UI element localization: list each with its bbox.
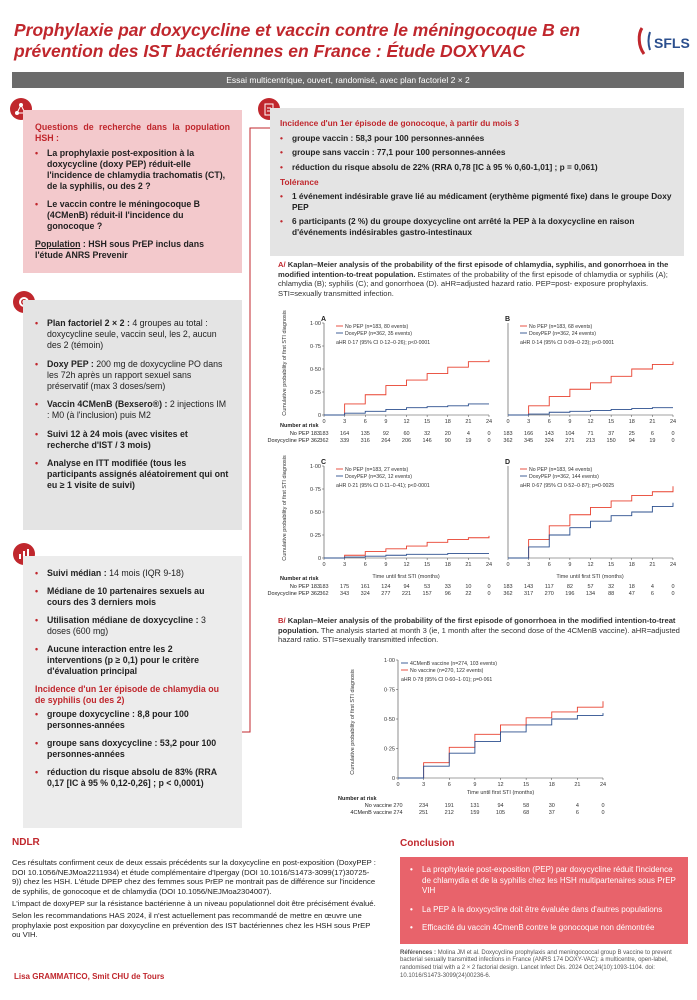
- risk-value: 183: [503, 431, 513, 437]
- questions-heading: Questions de recherche dans la population HSH :: [35, 122, 230, 143]
- legend-entry: No PEP (n=183, 94 events): [529, 467, 593, 473]
- risk-value: 88: [608, 591, 615, 597]
- x-tick-label: 3: [343, 419, 347, 425]
- y-tick-label: 0·25: [309, 390, 321, 396]
- gonorrhea-item: • groupe vaccin : 58,3 pour 100 personnes-années: [280, 133, 674, 144]
- risk-value: 32: [424, 431, 431, 437]
- risk-value: 96: [444, 591, 451, 597]
- risk-value: 234: [419, 803, 429, 809]
- chlamydia-item: • groupe sans doxycycline : 53,2 pour 100 personnes-années: [35, 738, 230, 760]
- questions-list: [35, 148, 230, 232]
- risk-value: 274: [393, 810, 403, 816]
- results-item: • Médiane de 10 partenaires sexuels au cours des 3 derniers mois: [35, 586, 230, 608]
- connector-line: [240, 120, 272, 740]
- x-tick-label: 18: [444, 419, 451, 425]
- y-tick-label: 0·50: [309, 510, 321, 516]
- risk-value: 271: [565, 438, 575, 444]
- risk-value: 166: [524, 431, 534, 437]
- x-tick-label: 15: [608, 419, 615, 425]
- x-tick-label: 12: [497, 782, 504, 788]
- risk-value: 4: [575, 803, 579, 809]
- risk-value: 362: [319, 591, 329, 597]
- risk-value: 134: [585, 591, 596, 597]
- risk-value: 94: [628, 438, 635, 444]
- risk-value: 30: [548, 803, 555, 809]
- x-tick-label: 21: [465, 419, 472, 425]
- figure-b-caption: B/ Kaplan–Meier analysis of the probability of the first episode of gonorrhoea in the modified intention-to-treat population. The analysis started at month 3 (ie, 1 month after the second dose of the 4CMenB vaccine). aHR=adjusted hazard ratio. STI=sexually transmitted infection.: [278, 616, 680, 645]
- risk-value: 161: [360, 584, 370, 590]
- risk-row-label: Doxycycline PEP 362: [267, 438, 320, 444]
- km-series-line: [508, 362, 673, 415]
- y-tick-label: 0·75: [309, 487, 321, 493]
- tolerance-heading: Tolérance: [280, 177, 319, 188]
- x-tick-label: 0: [396, 782, 400, 788]
- x-tick-label: 12: [587, 419, 594, 425]
- x-tick-label: 9: [384, 419, 388, 425]
- risk-value: 343: [340, 591, 350, 597]
- risk-value: 196: [565, 591, 575, 597]
- x-tick-label: 6: [547, 562, 551, 568]
- risk-value: 221: [401, 591, 412, 597]
- results-list: [35, 568, 230, 677]
- risk-value: 0: [671, 431, 675, 437]
- risk-value: 183: [319, 584, 329, 590]
- figure-a-caption: A/ Kaplan–Meier analysis of the probability of the first episode of chlamydia, syphilis, and gonorrhoea in the modified intention-to-treat population. Estimates of the probability of the first episode of chlamydia or syphilis (A); chlamydia (B); syphilis (C); and gonorrhoea (D). aHR=adjusted hazard ratio. PEP=post- exposure prophylaxis. STI=sexually transmitted infection.: [278, 260, 669, 298]
- x-tick-label: 0: [322, 419, 326, 425]
- legend-entry: DoxyPEP (n=362, 24 events): [529, 331, 596, 337]
- y-tick-label: 0·25: [383, 746, 395, 753]
- ndlr-heading: NDLR: [12, 837, 40, 848]
- risk-value: 47: [628, 591, 635, 597]
- methods-item: • Vaccin 4CMenB (Bexsero®) : 2 injections IM : M0 (à l'inclusion) puis M2: [35, 399, 230, 421]
- panel-label: B: [505, 316, 511, 323]
- x-tick-label: 12: [587, 562, 594, 568]
- conclusion-heading: Conclusion: [400, 838, 455, 849]
- risk-value: 90: [444, 438, 451, 444]
- risk-value: 0: [487, 438, 491, 444]
- risk-value: 18: [628, 584, 635, 590]
- risk-value: 135: [360, 431, 370, 437]
- methods-list: [35, 318, 230, 492]
- risk-value: 37: [608, 431, 615, 437]
- x-tick-label: 24: [485, 419, 493, 425]
- annotation: aHR 0·67 (95% CI 0·52–0·87); p=0·0025: [520, 483, 615, 489]
- research-questions-box: [23, 110, 242, 273]
- figure-a-km-curves: [267, 308, 688, 603]
- panel-label: C: [321, 459, 327, 466]
- risk-value: 10: [465, 584, 472, 590]
- x-tick-label: 6: [447, 782, 451, 788]
- x-tick-label: 21: [574, 782, 581, 788]
- risk-value: 0: [487, 591, 491, 597]
- km-series-line: [398, 713, 603, 778]
- gonorrhea-heading: Incidence d'un 1er épisode de gonocoque, à partir du mois 3: [280, 118, 519, 128]
- risk-value: 191: [444, 803, 454, 809]
- population-label: Population: [35, 239, 81, 249]
- results-item: • Suivi médian : 14 mois (IQR 9-18): [35, 568, 230, 579]
- y-tick-label: 0·50: [309, 367, 321, 373]
- risk-row-label: Doxycycline PEP 362: [267, 591, 320, 597]
- annotation: aHR 0·78 (95% CI 0·60–1·01); p=0·061: [401, 677, 493, 683]
- chlamydia-item: • réduction du risque absolu de 83% (RRA 0,17 [IC à 95 % 0,12-0,26] ; p < 0,0001): [35, 767, 230, 789]
- x-tick-label: 3: [527, 562, 531, 568]
- risk-value: 0: [601, 803, 605, 809]
- risk-value: 22: [465, 591, 472, 597]
- risk-value: 143: [544, 431, 554, 437]
- ndlr-section: [12, 838, 378, 940]
- sfls-logo: [636, 24, 688, 64]
- methods-box: [23, 300, 242, 530]
- x-tick-label: 6: [547, 419, 551, 425]
- risk-row-label: No PEP 183: [289, 431, 320, 437]
- y-tick-label: 0: [317, 413, 321, 419]
- risk-value: 362: [319, 438, 329, 444]
- risk-value: 33: [444, 584, 451, 590]
- x-tick-label: 15: [608, 562, 615, 568]
- x-tick-label: 15: [523, 782, 530, 788]
- y-tick-label: 0·50: [383, 717, 395, 723]
- risk-value: 19: [465, 438, 472, 444]
- x-tick-label: 3: [527, 419, 531, 425]
- x-tick-label: 18: [548, 782, 555, 788]
- risk-value: 159: [470, 810, 480, 816]
- ndlr-paragraph: Selon les recommandations HAS 2024, il n'est actuellement pas recommandé de mettre en œuvre une prophylaxie post exposition par doxycycline en prévention des IST bactériennes chez les HSH sous PrEP ou VIH.: [12, 910, 371, 940]
- legend-entry: No PEP (n=183, 27 events): [345, 467, 409, 473]
- risk-value: 60: [403, 431, 410, 437]
- tolerance-list: [280, 191, 674, 237]
- risk-value: 316: [360, 438, 370, 444]
- x-tick-label: 0: [506, 562, 510, 568]
- risk-value: 183: [503, 584, 513, 590]
- risk-value: 175: [340, 584, 350, 590]
- y-tick-label: 1·00: [383, 658, 395, 664]
- conclusion-item: • La prophylaxie post-exposition (PEP) par doxycycline réduit l'incidence de chlamydia et de la syphilis chez les HSH multipartenaires sous PrEP VIH: [410, 865, 678, 897]
- annotation: aHR 0·17 (95% CI 0·12–0·26); p<0·0001: [336, 340, 431, 346]
- y-tick-label: 1·00: [309, 464, 321, 470]
- x-tick-label: 24: [485, 562, 493, 568]
- risk-label: Number at risk: [280, 576, 319, 582]
- annotation: aHR 0·14 (95% CI 0·09–0·23); p<0·0001: [520, 340, 615, 346]
- x-tick-label: 12: [403, 562, 410, 568]
- x-tick-label: 18: [628, 419, 635, 425]
- risk-value: 0: [487, 431, 491, 437]
- x-tick-label: 0: [506, 419, 510, 425]
- methods-item: • Analyse en ITT modifiée (tous les participants assignés aléatoirement qui ont eu ≥ 1 visite de suivi): [35, 458, 230, 492]
- x-tick-label: 18: [444, 562, 451, 568]
- x-tick-label: 15: [424, 562, 431, 568]
- risk-value: 362: [503, 438, 513, 444]
- logo-text: SFLS: [654, 35, 690, 51]
- risk-value: 4: [466, 431, 470, 437]
- risk-row-label: No vaccine: [364, 803, 392, 809]
- x-tick-label: 0: [322, 562, 326, 568]
- legend-entry: DoxyPEP (n=362, 144 events): [529, 474, 599, 480]
- risk-value: 57: [587, 584, 594, 590]
- y-axis-label: Cumulative probability of first STI diagnosis: [350, 669, 356, 775]
- risk-value: 146: [422, 438, 432, 444]
- risk-value: 71: [587, 431, 594, 437]
- legend-entry: No PEP (n=183, 80 events): [345, 324, 409, 330]
- x-tick-label: 9: [473, 782, 477, 788]
- panel-label: A: [321, 316, 327, 323]
- risk-row-label: 4CMenB vaccine: [350, 810, 392, 816]
- x-tick-label: 9: [568, 562, 572, 568]
- risk-value: 105: [495, 810, 506, 816]
- results-item: • Aucune interaction entre les 2 interventions (p ≥ 0,1) pour le critère d'évaluation principal: [35, 644, 230, 677]
- risk-value: 264: [381, 438, 391, 444]
- x-tick-label: 21: [465, 562, 472, 568]
- risk-value: 150: [606, 438, 616, 444]
- author: Lisa GRAMMATICO, Smit CHU de Tours: [14, 972, 165, 981]
- tolerance-item: • 1 événement indésirable grave lié au médicament (erythème pigmenté fixe) dans le groupe Doxy PEP: [280, 191, 674, 212]
- y-tick-label: 0·75: [383, 687, 395, 694]
- x-tick-label: 9: [384, 562, 388, 568]
- x-tick-label: 6: [363, 419, 367, 425]
- risk-value: 212: [444, 810, 454, 816]
- risk-value: 4: [650, 584, 654, 590]
- risk-value: 25: [628, 431, 635, 437]
- poster-title: Prophylaxie par doxycycline et vaccin contre le méningocoque B en prévention des IST bactériennes en France : Étude DOXYVAC: [14, 20, 581, 61]
- x-tick-label: 24: [599, 782, 607, 788]
- conclusion-item: • Efficacité du vaccin 4CmenB contre le gonocoque non démontrée: [410, 923, 678, 934]
- population-text: : HSH sous PrEP inclus dans l'étude ANRS Prevenir: [35, 239, 204, 260]
- risk-value: 270: [393, 803, 403, 809]
- km-series-line: [324, 360, 489, 415]
- x-tick-label: 15: [424, 419, 431, 425]
- risk-value: 362: [503, 591, 513, 597]
- risk-value: 53: [424, 584, 431, 590]
- risk-value: 157: [422, 591, 432, 597]
- risk-value: 131: [470, 803, 480, 809]
- risk-value: 94: [497, 803, 504, 809]
- risk-value: 58: [523, 803, 530, 809]
- x-axis-label: Time until first STI (months): [372, 574, 440, 580]
- risk-value: 92: [382, 431, 389, 437]
- risk-value: 164: [340, 431, 350, 437]
- risk-value: 183: [319, 431, 329, 437]
- y-tick-label: 0·75: [309, 344, 321, 350]
- risk-value: 82: [566, 584, 573, 590]
- risk-value: 0: [671, 584, 675, 590]
- x-tick-label: 18: [628, 562, 635, 568]
- ndlr-paragraph: Ces résultats confirment ceux de deux essais précédents sur la doxycycline en post-exposition (DoxyPEP : DOI 10.1056/NEJMoa2211934) et étude complémentaire d'Ipergay (DOI 10.1016/S1473-3099(17)30725-9)) chez les HSH. L'étude DPEP chez des femmes sous PrEP ne montrait pas de différence sur l'incidence de syphilis, de gonocoque et de chlamydia (DOI 10.1056/NEJMoa2304007).: [12, 857, 376, 897]
- tolerance-item: • 6 participants (2 %) du groupe doxycycline ont arrêté la PEP à la doxycycline en raison d'événements indésirables gastro-intestinaux: [280, 216, 674, 237]
- risk-value: 213: [585, 438, 596, 444]
- risk-value: 0: [487, 584, 491, 590]
- km-series-line: [324, 553, 489, 558]
- legend-entry: No PEP (n=183, 68 events): [529, 324, 593, 330]
- results-item: • Utilisation médiane de doxycycline : 3 doses (600 mg): [35, 615, 230, 637]
- risk-value: 6: [650, 591, 654, 597]
- y-tick-label: 1·00: [309, 321, 321, 327]
- x-axis-label: Time until first STI (months): [466, 790, 535, 796]
- risk-value: 251: [419, 810, 429, 816]
- gonorrhea-list: [280, 133, 674, 173]
- results-left-box: [23, 556, 242, 828]
- km-series-line: [508, 408, 673, 415]
- chlamydia-list: [35, 709, 230, 789]
- question-item: • La prophylaxie post-exposition à la doxycycline (doxy PEP) réduit-elle l'incidence de chlamydia trachomatis (CT), de la syphilis, ou des 2 ?: [35, 148, 230, 192]
- y-axis-label: Cumulative probability of first STI diagnosis: [282, 310, 288, 416]
- conclusion-box: [400, 857, 688, 944]
- gonorrhea-item: • groupe sans vaccin : 77,1 pour 100 personnes-années: [280, 147, 674, 158]
- risk-value: 0: [601, 810, 605, 816]
- gonorrhea-item: • réduction du risque absolu de 22% (RRA 0,78 [IC à 95 % 0,60-1,01] ; p = 0,061): [280, 162, 674, 173]
- x-tick-label: 9: [568, 419, 572, 425]
- x-tick-label: 24: [669, 419, 677, 425]
- risk-label: Number at risk: [338, 796, 377, 802]
- conclusion-section: [400, 838, 688, 981]
- risk-value: 0: [671, 438, 675, 444]
- conclusion-item: • La PEP à la doxycycline doit être évaluée dans d'autres populations: [410, 905, 678, 916]
- y-tick-label: 0: [317, 556, 321, 562]
- x-tick-label: 24: [669, 562, 677, 568]
- risk-value: 277: [381, 591, 391, 597]
- legend-entry: DoxyPEP (n=362, 35 events): [345, 331, 412, 337]
- legend-entry: 4CMenB vaccine (n=274, 103 events): [410, 661, 497, 667]
- risk-value: 206: [401, 438, 412, 444]
- chlamydia-item: • groupe doxycycline : 8,8 pour 100 personnes-années: [35, 709, 230, 731]
- risk-value: 124: [381, 584, 391, 590]
- y-tick-label: 0·25: [309, 533, 321, 539]
- methods-item: • Suivi 12 à 24 mois (avec visites et recherche d'IST / 3 mois): [35, 429, 230, 451]
- risk-value: 143: [524, 584, 534, 590]
- risk-label: Number at risk: [280, 423, 319, 429]
- risk-value: 324: [360, 591, 370, 597]
- risk-value: 317: [524, 591, 534, 597]
- risk-value: 270: [544, 591, 554, 597]
- risk-value: 339: [340, 438, 350, 444]
- chlamydia-heading: Incidence d'un 1er épisode de chlamydia ou de syphilis (ou des 2): [35, 684, 219, 705]
- risk-value: 6: [575, 810, 579, 816]
- risk-value: 32: [608, 584, 615, 590]
- methods-item: • Doxy PEP : 200 mg de doxycycline PO dans les 72h après un rapport sexuel sans préservatif (max 3 doses/sem): [35, 359, 230, 393]
- risk-value: 94: [403, 584, 410, 590]
- risk-value: 345: [524, 438, 534, 444]
- methods-item: • Plan factoriel 2 × 2 : 4 groupes au total : doxycycline seule, vaccin seul, les 2, aucun des 2 (témoin): [35, 318, 230, 352]
- risk-value: 324: [544, 438, 554, 444]
- annotation: aHR 0·21 (95% CI 0·11–0·41); p<0·0001: [336, 483, 430, 489]
- y-axis-label: Cumulative probability of first STI diagnosis: [282, 455, 288, 561]
- legend-entry: DoxyPEP (n=362, 12 events): [345, 474, 412, 480]
- risk-value: 6: [650, 431, 654, 437]
- x-axis-label: Time until first STI (months): [556, 574, 624, 580]
- risk-value: 0: [671, 591, 675, 597]
- y-tick-label: 0: [391, 776, 395, 782]
- risk-value: 37: [548, 810, 555, 816]
- x-tick-label: 3: [343, 562, 347, 568]
- risk-value: 117: [544, 584, 554, 590]
- risk-value: 20: [444, 431, 451, 437]
- legend-entry: No vaccine (n=270, 122 events): [410, 668, 484, 674]
- risk-row-label: No PEP 183: [289, 584, 320, 590]
- x-tick-label: 21: [649, 562, 656, 568]
- km-series-line: [324, 404, 489, 415]
- question-item: • Le vaccin contre le méningocoque B (4CMenB) réduit-il l'incidence du gonocoque ?: [35, 199, 230, 232]
- risk-value: 104: [565, 431, 575, 437]
- x-tick-label: 3: [422, 782, 426, 788]
- risk-value: 19: [649, 438, 656, 444]
- x-tick-label: 21: [649, 419, 656, 425]
- risk-value: 68: [523, 810, 530, 816]
- references: Références : Molina JM et al. Doxycycline prophylaxis and meningococcal group B vaccine to prevent bacterial sexually transmitted infections in France (ANRS 174 DOXY-VAC): a multicentre, open-label, randomised trial with a 2 × 2 factorial design. Lancet Infect Dis. 2024 Oct;24(10):1093-1104. doi: 10.1016/S1473-3099(24)00236-6.: [400, 949, 672, 979]
- subtitle-bar: Essai multicentrique, ouvert, randomisé, avec plan factoriel 2 × 2: [12, 72, 684, 88]
- panel-label: D: [505, 459, 511, 466]
- results-top-box: [270, 108, 684, 256]
- ndlr-paragraph: L'impact de doxyPEP sur la résistance bactérienne à un niveau populationnel doit être précisément évalué.: [12, 898, 376, 908]
- x-tick-label: 12: [403, 419, 410, 425]
- figure-b-km-curve: [330, 652, 630, 820]
- x-tick-label: 6: [363, 562, 367, 568]
